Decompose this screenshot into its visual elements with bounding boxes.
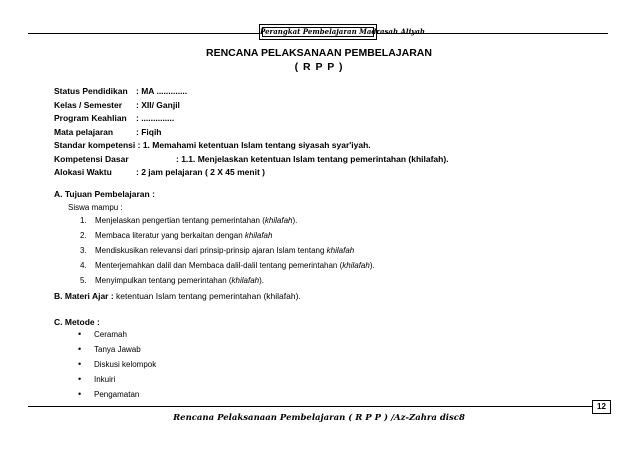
list-number: 4. [80, 261, 87, 270]
info-value: : 2 jam pelajaran ( 2 X 45 menit ) [136, 167, 265, 177]
item-text-end: ). [259, 276, 264, 285]
list-item [78, 327, 156, 342]
item-text: Tanya Jawab [94, 345, 141, 354]
info-key: Kompetensi Dasar [54, 153, 129, 164]
item-text: Menjelaskan pengertian tentang pemerintahan ( [95, 216, 265, 225]
info-key: Mata pelajaran [54, 126, 114, 137]
materi-text: ketentuan Islam tentang pemerintahan (khilafah). [113, 291, 301, 301]
tujuan-list [80, 213, 375, 288]
title-line-2: ( R P P ) [294, 61, 344, 73]
page-title [0, 46, 638, 74]
item-emphasis: khilafah [264, 216, 293, 225]
list-number: 2. [80, 231, 87, 240]
info-key: Kelas / Semester [54, 99, 123, 110]
info-value: : MA ............. [136, 86, 188, 96]
item-emphasis: khilafah [326, 246, 355, 255]
info-value: : .............. [136, 113, 175, 123]
footer-rule [28, 406, 608, 407]
info-row-mapel [54, 126, 449, 140]
list-item [80, 243, 375, 258]
item-text-end: ). [292, 216, 298, 225]
section-tujuan-heading [54, 188, 155, 201]
item-text: Membaca literatur yang berkaitan dengan [95, 231, 245, 240]
bullet-icon: • [78, 389, 82, 399]
info-value: : 1. Memahami ketentuan Islam tentang siyasah syar'iyah. [137, 140, 371, 150]
list-item [78, 357, 156, 372]
list-item [80, 258, 375, 273]
info-key: Alokasi Waktu [54, 167, 112, 177]
item-text: Diskusi kelompok [94, 360, 157, 369]
info-row-kd [54, 153, 449, 167]
list-item [78, 342, 156, 357]
info-value: : 1.1. Menjelaskan ketentuan Islam tentang pemerintahan (khilafah). [176, 153, 449, 164]
bullet-icon: • [78, 359, 82, 369]
info-row-status [54, 85, 449, 99]
header-label: Perangkat Pembelajaran Madrasah Aliyah [259, 24, 377, 40]
info-row-kelas [54, 99, 449, 113]
item-text: Mendiskusikan relevansi dari prinsip-prinsip ajaran Islam tentang [95, 246, 327, 255]
info-value: : Fiqih [136, 126, 162, 137]
info-block [54, 85, 449, 180]
item-text: Ceramah [94, 330, 127, 339]
item-text: Menyimpulkan tentang pemerintahan ( [95, 276, 232, 285]
section-heading: B. Materi Ajar : [54, 291, 114, 301]
list-item [80, 228, 375, 243]
info-value: : XII/ Ganjil [136, 99, 180, 110]
list-item [80, 273, 375, 288]
info-key: Status Pendidikan [54, 86, 128, 96]
page-number: 12 [592, 400, 611, 414]
list-item [78, 387, 156, 402]
info-row-alokasi [54, 166, 449, 180]
title-line-1: RENCANA PELAKSANAAN PEMBELAJARAN [206, 47, 432, 59]
item-emphasis: khilafah [342, 261, 370, 270]
item-text-end: ). [369, 261, 375, 270]
bullet-icon: • [78, 374, 82, 384]
list-number: 5. [80, 276, 87, 285]
item-emphasis: khilafah [244, 231, 273, 240]
list-item [80, 213, 375, 228]
item-text: Menterjemahkan dalil dan Membaca dalil-dalil tentang pemerintahan ( [95, 261, 343, 270]
section-heading: C. Metode : [54, 317, 100, 327]
info-row-sk [54, 139, 449, 153]
info-row-program [54, 112, 449, 126]
list-number: 3. [80, 246, 87, 255]
footer-text: Rencana Pelaksanaan Pembelajaran ( R P P ) /Az-Zahra disc8 [173, 413, 465, 423]
item-text: Pengamatan [94, 390, 140, 399]
metode-list [78, 327, 156, 402]
list-item [78, 372, 156, 387]
section-heading: A. Tujuan Pembelajaran : [54, 189, 155, 199]
list-number: 1. [80, 216, 87, 225]
tujuan-intro: Siswa mampu : [68, 203, 123, 212]
info-key: Program Keahlian [54, 113, 127, 123]
item-text: Inkuiri [94, 375, 116, 384]
bullet-icon: • [78, 329, 82, 339]
section-materi [54, 290, 301, 303]
info-key: Standar kompetensi [54, 140, 136, 150]
item-emphasis: khilafah [231, 276, 260, 285]
bullet-icon: • [78, 344, 82, 354]
